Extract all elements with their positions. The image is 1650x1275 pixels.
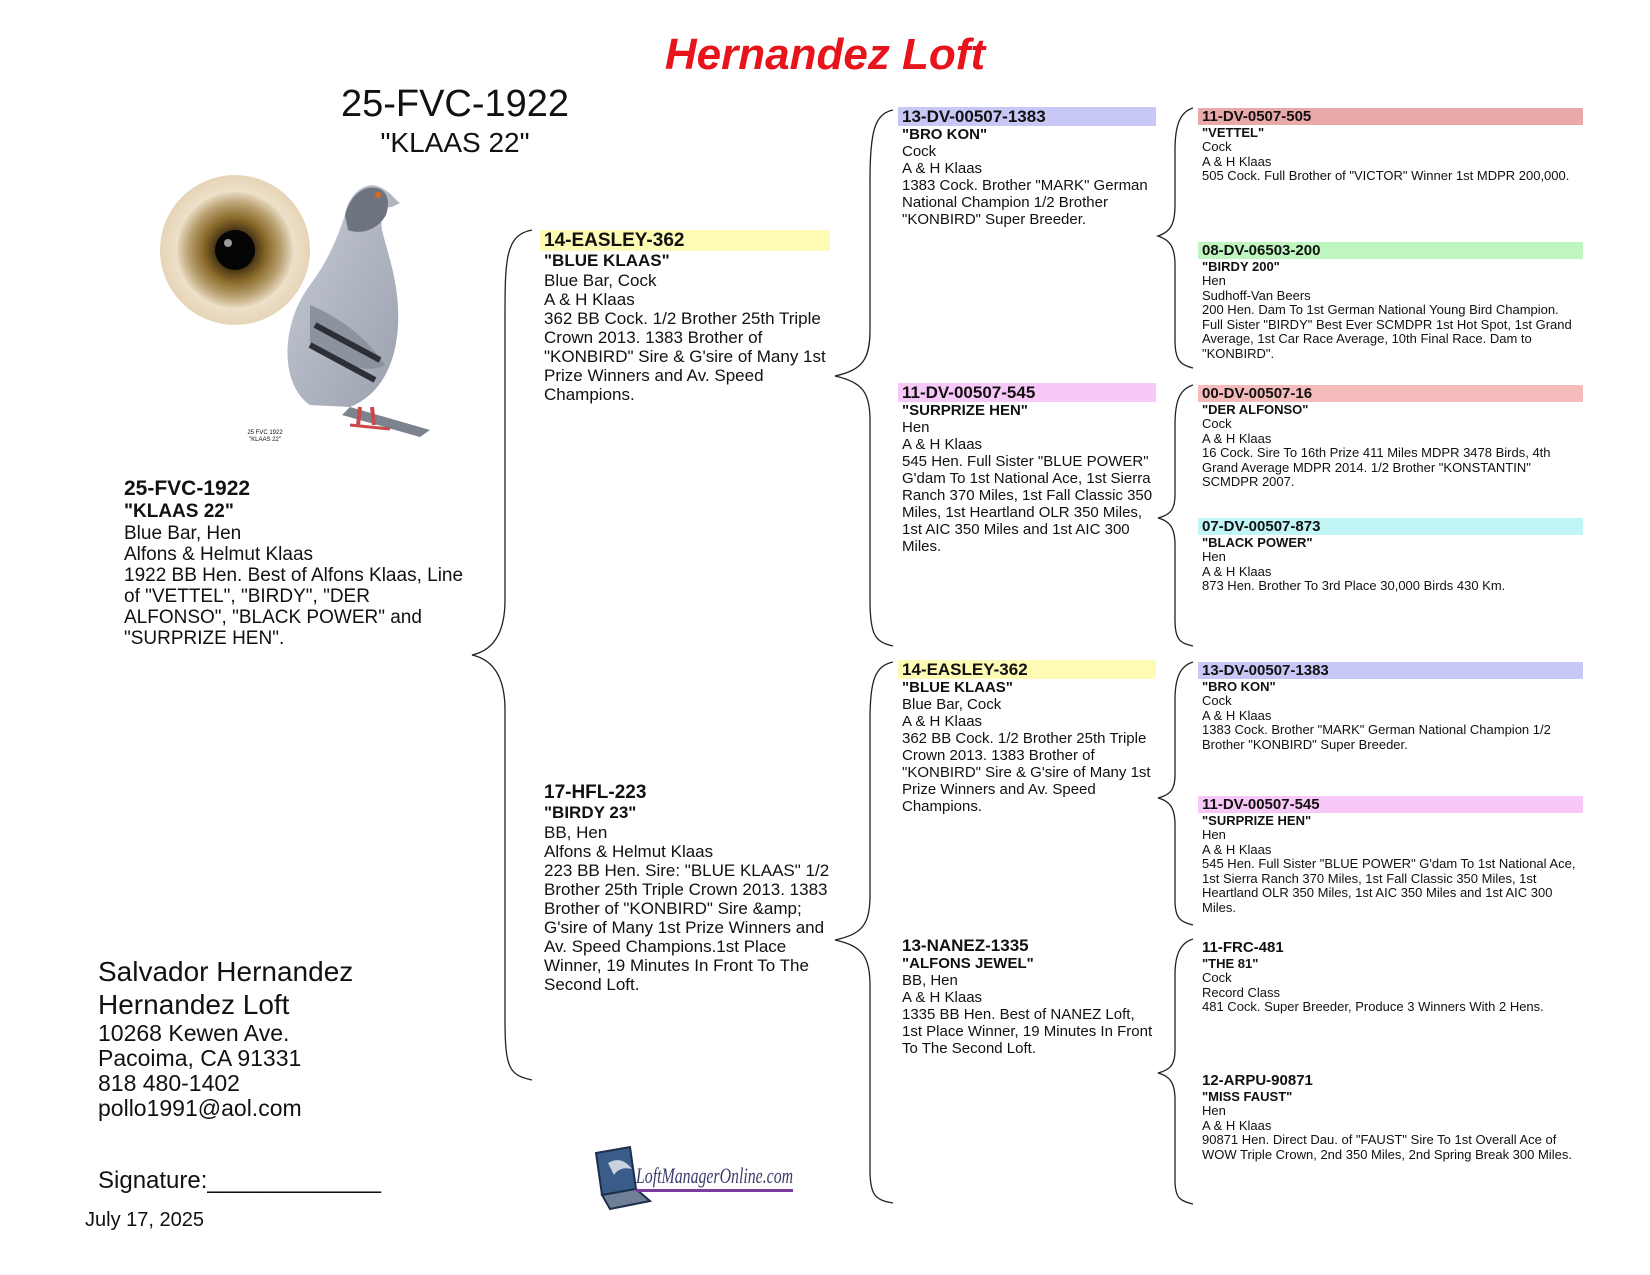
bracket-gen2-2 xyxy=(1158,385,1193,646)
photo-caption-name: "KLAAS 22" xyxy=(249,437,281,443)
great-grandparent-breeder: A & H Klaas xyxy=(1202,841,1272,857)
great-grandparent-name: "DER ALFONSO" xyxy=(1202,402,1309,417)
sire-name: "BLUE KLAAS" xyxy=(544,251,670,270)
dam-band: 17-HFL-223 xyxy=(544,782,647,803)
great-grandparent-description: 873 Hen. Brother To 3rd Place 30,000 Birds 430 Km. xyxy=(1202,578,1506,593)
great-grandparent-band: 11-DV-00507-545 xyxy=(1198,796,1583,813)
bracket-dam xyxy=(835,662,893,1203)
great-grandparent-sex: Hen xyxy=(1202,549,1226,564)
grandparent-band: 14-EASLEY-362 xyxy=(898,660,1156,679)
great-grandparent-breeder: Record Class xyxy=(1202,984,1281,1000)
great-grandparent-band: 12-ARPU-90871 xyxy=(1198,1072,1583,1089)
great-grandparent-band: 11-DV-0507-505 xyxy=(1198,108,1583,125)
great-grandparent-sex: Cock xyxy=(1202,970,1232,985)
grandparent-name: "ALFONS JEWEL" xyxy=(902,955,1034,972)
logo-text: LoftManagerOnline.com xyxy=(636,1163,793,1192)
grandparent-name: "SURPRIZE HEN" xyxy=(902,402,1028,419)
sire-color-sex: Blue Bar, Cock xyxy=(544,271,657,290)
subject-band: 25-FVC-1922 xyxy=(124,477,251,500)
grandparent-sex: Cock xyxy=(902,143,937,160)
loft-title: Hernandez Loft xyxy=(664,30,986,79)
subject-header-name: "KLAAS 22" xyxy=(380,127,530,158)
great-grandparent-band: 13-DV-00507-1383 xyxy=(1198,662,1583,679)
grandparent-breeder: A & H Klaas xyxy=(902,713,983,730)
grandparent-breeder: A & H Klaas xyxy=(902,436,983,453)
grandparent-description: 1335 BB Hen. Best of NANEZ Loft, 1st Place Winner, 19 Minutes In Front To The Second Loft. xyxy=(902,1006,1153,1057)
great-grandparent-name: "BRO KON" xyxy=(1202,679,1276,694)
great-grandparent-description: 505 Cock. Full Brother of "VICTOR" Winner 1st MDPR 200,000. xyxy=(1202,168,1570,183)
great-grandparent-sex: Hen xyxy=(1202,273,1226,288)
subject-name: "KLAAS 22" xyxy=(124,501,234,522)
great-grandparent-breeder: A & H Klaas xyxy=(1202,430,1272,446)
subject-breeder: Alfons & Helmut Klaas xyxy=(124,544,314,565)
great-grandparent-breeder: A & H Klaas xyxy=(1202,707,1272,723)
grandparent-description: 362 BB Cock. 1/2 Brother 25th Triple Crown 2013. 1383 Brother of "KONBIRD" Sire & G'sire of Many 1st Prize Winners and Av. Speed Champions. xyxy=(902,730,1151,815)
dam-color-sex: BB, Hen xyxy=(544,823,608,842)
grandparent-description: 1383 Cock. Brother "MARK" German National Champion 1/2 Brother "KONBIRD" Super Breeder. xyxy=(902,177,1148,228)
great-grandparent-breeder: A & H Klaas xyxy=(1202,153,1272,169)
great-grandparent-description: 481 Cock. Super Breeder, Produce 3 Winners With 2 Hens. xyxy=(1202,999,1544,1014)
owner-address: 10268 Kewen Ave. xyxy=(98,1020,290,1046)
great-grandparent-description: 90871 Hen. Direct Dau. of "FAUST" Sire To 1st Overall Ace of WOW Triple Crown, 2nd 350 Miles, 2nd Spring Break 300 Miles. xyxy=(1202,1132,1572,1162)
great-grandparent-sex: Cock xyxy=(1202,416,1232,431)
grandparent-breeder: A & H Klaas xyxy=(902,160,983,177)
great-grandparent-sex: Hen xyxy=(1202,1103,1226,1118)
great-grandparent-sex: Cock xyxy=(1202,693,1232,708)
great-grandparent-name: "BLACK POWER" xyxy=(1202,535,1313,550)
grandparent-band: 11-DV-00507-545 xyxy=(898,383,1156,402)
great-grandparent-band: 08-DV-06503-200 xyxy=(1198,242,1583,259)
signature-line: Signature:_____________ xyxy=(98,1167,381,1194)
great-grandparent-sex: Cock xyxy=(1202,139,1232,154)
loftmanager-logo xyxy=(588,1145,794,1211)
owner-loft: Hernandez Loft xyxy=(98,989,290,1020)
grandparent-band: 13-NANEZ-1335 xyxy=(898,936,1156,955)
photo-caption-ring: 25 FVC 1922 xyxy=(247,430,283,436)
great-grandparent-description: 545 Hen. Full Sister "BLUE POWER" G'dam To 1st National Ace, 1st Sierra Ranch 370 Miles, 1st Fall Classic 350 Miles, 1st Heartland OLR 350 Miles, 1st AIC 350 Miles and 1st AIC 300 Miles. xyxy=(1202,856,1576,915)
great-grandparent-description: 200 Hen. Dam To 1st German National Young Bird Champion. Full Sister "BIRDY" Best Ever SCMDPR 1st Hot Spot, 1st Grand Average, 1st Car Race Average, 10th Final Race. Dam to "KONBIRD". xyxy=(1202,302,1572,361)
sire-breeder: A & H Klaas xyxy=(544,290,635,309)
owner-name: Salvador Hernandez xyxy=(98,956,354,987)
dam-name: "BIRDY 23" xyxy=(544,803,637,822)
owner-phone: 818 480-1402 xyxy=(98,1070,240,1096)
bracket-gen2-4 xyxy=(1158,939,1193,1204)
grandparent-description: 545 Hen. Full Sister "BLUE POWER" G'dam To 1st National Ace, 1st Sierra Ranch 370 Miles, 1st Fall Classic 350 Miles, 1st Heartland OLR 350 Miles, 1st AIC 350 Miles and 1st AIC 300 Miles. xyxy=(902,453,1153,555)
great-grandparent-description: 16 Cock. Sire To 16th Prize 411 Miles MDPR 3478 Birds, 4th Grand Average MDPR 2014. 1/2 Brother "KONSTANTIN" SCMDPR 2007. xyxy=(1202,445,1551,489)
bracket-subject xyxy=(472,230,532,1080)
grandparent-sex: BB, Hen xyxy=(902,972,958,989)
grandparent-sex: Blue Bar, Cock xyxy=(902,696,1002,713)
great-grandparent-band: 00-DV-00507-16 xyxy=(1198,385,1583,402)
grandparent-name: "BLUE KLAAS" xyxy=(902,679,1013,696)
great-grandparent-sex: Hen xyxy=(1202,827,1226,842)
great-grandparent-name: "SURPRIZE HEN" xyxy=(1202,813,1312,828)
bracket-sire xyxy=(835,110,893,646)
owner-email: pollo1991@aol.com xyxy=(98,1095,302,1121)
great-grandparent-band: 11-FRC-481 xyxy=(1198,939,1583,956)
great-grandparent-breeder: A & H Klaas xyxy=(1202,1117,1272,1133)
grandparent-band: 13-DV-00507-1383 xyxy=(898,107,1156,126)
subject-color-sex: Blue Bar, Hen xyxy=(124,523,242,544)
great-grandparent-name: "MISS FAUST" xyxy=(1202,1089,1293,1104)
grandparent-breeder: A & H Klaas xyxy=(902,989,983,1006)
dam-description: 223 BB Hen. Sire: "BLUE KLAAS" 1/2 Brother 25th Triple Crown 2013. 1383 Brother of "KONBIRD" Sire &amp; G'sire of Many 1st Prize Winners and Av. Speed Champions.1st Place Winner, 19 Minutes In Front To The Second Loft. xyxy=(544,861,830,994)
great-grandparent-breeder: A & H Klaas xyxy=(1202,563,1272,579)
great-grandparent-name: "BIRDY 200" xyxy=(1202,259,1280,274)
print-date: July 17, 2025 xyxy=(85,1209,204,1231)
subject-description: 1922 BB Hen. Best of Alfons Klaas, Line of "VETTEL", "BIRDY", "DER ALFONSO", "BLACK POWER" and "SURPRIZE HEN". xyxy=(124,565,464,649)
great-grandparent-breeder: Sudhoff-Van Beers xyxy=(1202,287,1311,303)
bracket-gen2-3 xyxy=(1158,662,1193,925)
bracket-gen2-1 xyxy=(1158,108,1193,368)
great-grandparent-name: "THE 81" xyxy=(1202,956,1259,971)
owner-city: Pacoima, CA 91331 xyxy=(98,1045,302,1071)
dam-breeder: Alfons & Helmut Klaas xyxy=(544,842,714,861)
great-grandparent-description: 1383 Cock. Brother "MARK" German National Champion 1/2 Brother "KONBIRD" Super Breeder. xyxy=(1202,722,1551,752)
owner-info xyxy=(98,955,353,1121)
sire-description: 362 BB Cock. 1/2 Brother 25th Triple Crown 2013. 1383 Brother of "KONBIRD" Sire & G'sire of Many 1st Prize Winners and Av. Speed Champions. xyxy=(544,309,826,404)
grandparent-name: "BRO KON" xyxy=(902,126,988,143)
subject-header-ring: 25-FVC-1922 xyxy=(340,83,570,125)
great-grandparent-name: "VETTEL" xyxy=(1202,125,1265,140)
sire-band: 14-EASLEY-362 xyxy=(540,230,830,251)
great-grandparent-band: 07-DV-00507-873 xyxy=(1198,518,1583,535)
grandparent-sex: Hen xyxy=(902,419,930,436)
